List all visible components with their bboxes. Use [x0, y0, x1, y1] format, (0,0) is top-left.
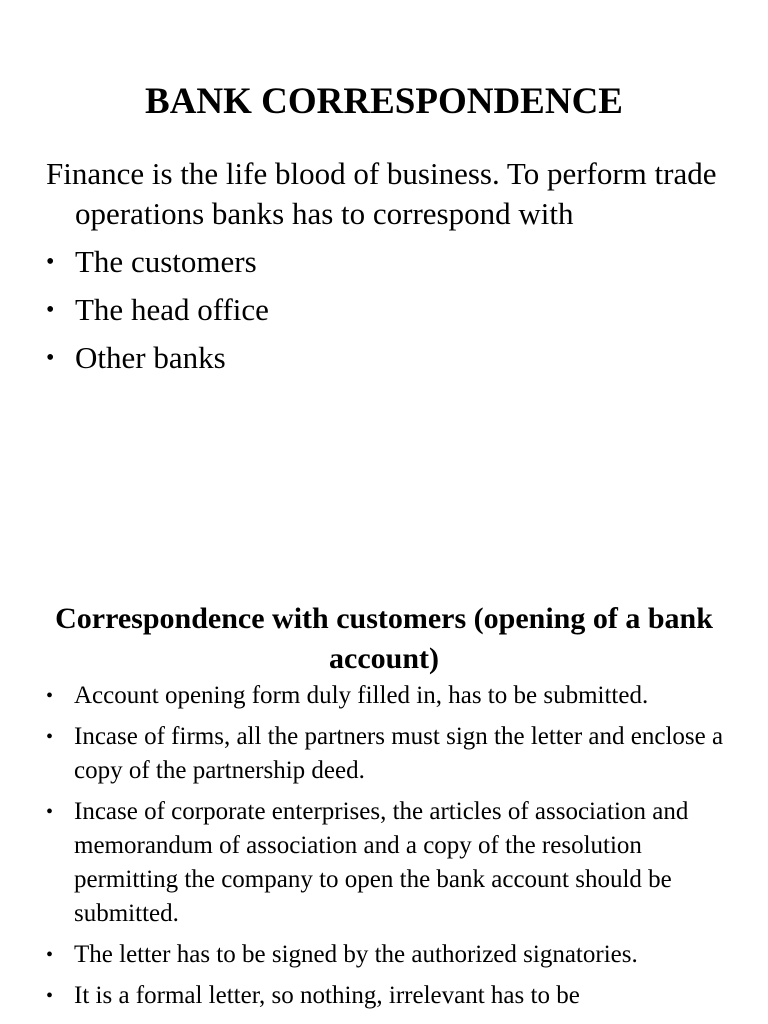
bullet-list [46, 242, 269, 386]
bullet-icon: • [46, 726, 54, 748]
bullet-icon: • [46, 801, 54, 823]
list-item [46, 242, 269, 282]
bullet-icon: • [46, 249, 55, 275]
list-item [46, 290, 269, 330]
list-item-text: Incase of corporate enterprises, the articles of association and memorandum of association and a copy of the resolution permitting the company to open the bank account should be submitted. [74, 798, 689, 927]
list-item-text: Incase of firms, all the partners must sign the letter and enclose a copy of the partnership deed. [74, 723, 724, 784]
bullet-list [46, 679, 726, 1020]
bullet-icon: • [46, 297, 55, 323]
intro-paragraph: Finance is the life blood of business. To perform trade operations banks has to correspond with [46, 156, 717, 231]
list-item [46, 720, 726, 788]
bullet-icon: • [46, 985, 54, 1007]
bullet-icon: • [46, 944, 54, 966]
list-item-text: It is a formal letter, so nothing, irrelevant has to be [74, 982, 580, 1009]
bullet-icon: • [46, 345, 55, 371]
list-item [46, 938, 726, 972]
list-item [46, 795, 726, 931]
slide-customer-correspondence [0, 512, 768, 1024]
list-item-text: Account opening form duly filled in, has to be submitted. [74, 682, 649, 709]
list-item-text: Other banks [75, 340, 226, 375]
list-item-text: The customers [75, 244, 257, 279]
bullet-icon: • [46, 685, 54, 707]
slide-title: Correspondence with customers (opening of a bank account) [55, 602, 713, 675]
slide-title: BANK CORRESPONDENCE [145, 81, 623, 122]
list-item-text: The letter has to be signed by the authorized signatories. [74, 941, 638, 968]
list-item [46, 338, 269, 378]
list-item [46, 979, 726, 1013]
list-item-text: The head office [75, 292, 269, 327]
list-item [46, 679, 726, 713]
